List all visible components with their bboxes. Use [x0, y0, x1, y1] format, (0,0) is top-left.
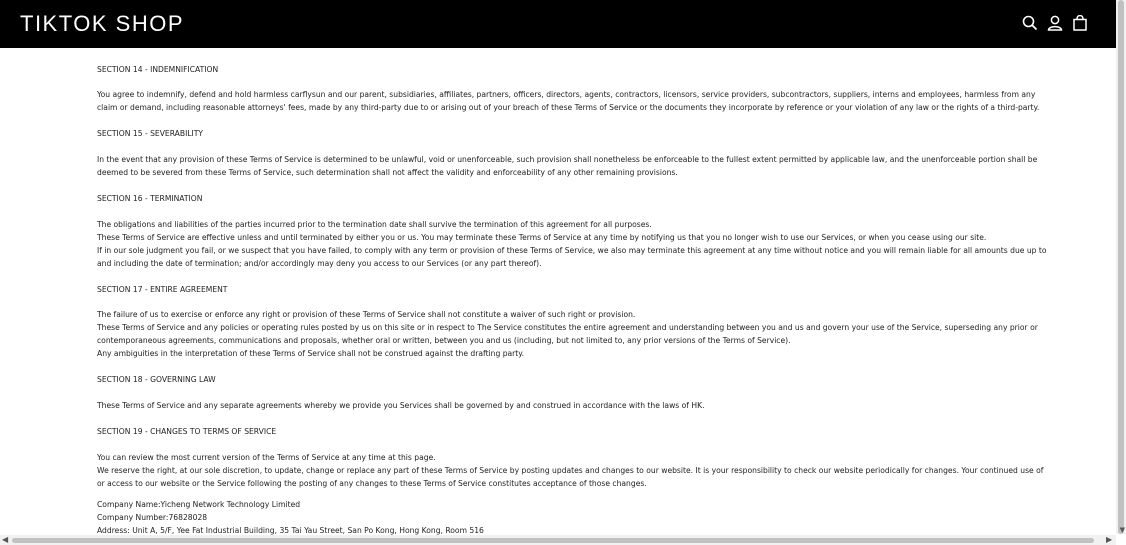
vertical-scrollbar[interactable]	[1116, 0, 1126, 534]
scroll-right-arrow-icon[interactable]: ▶	[1106, 535, 1113, 544]
section-heading: SECTION 17 - ENTIRE AGREEMENT	[97, 285, 228, 294]
paragraph-line: The obligations and liabilities of the parties incurred prior to the termination date shall survive the termination of this agreement for all purposes.	[97, 220, 652, 229]
paragraph-line: or access to our website or the Service following the posting of any changes to these Terms of Service constitutes acceptance of those changes.	[97, 479, 647, 488]
paragraph-line: You can review the most current version of the Terms of Service at any time at this page.	[97, 453, 436, 462]
paragraph-line: Address: Unit A, 5/F, Yee Fat Industrial Building, 35 Tai Yau Street, San Po Kong, Hong Kong, Room 516	[97, 526, 484, 535]
paragraph-line: These Terms of Service are effective unless and until terminated by either you or us. You may terminate these Terms of Service at any time by notifying us that you no longer wish to use our Services, or when you cease using our site.	[97, 233, 987, 242]
search-icon[interactable]	[1022, 15, 1038, 31]
paragraph-line: contemporaneous agreements, communications and proposals, whether oral or written, between you and us (including, but not limited to, any prior versions of the Terms of Service).	[97, 336, 791, 345]
paragraph-line: If in our sole judgment you fail, or we suspect that you have failed, to comply with any term or provision of these Terms of Service, we also may terminate this agreement at any time without notice and you will remain liable for all amounts due up to	[97, 246, 1047, 255]
site-header	[0, 0, 1116, 48]
user-icon[interactable]	[1047, 15, 1063, 31]
header-actions	[1022, 15, 1088, 31]
paragraph-line: and including the date of termination; and/or accordingly may deny you access to our Services (or any part thereof).	[97, 259, 542, 268]
section-heading: SECTION 19 - CHANGES TO TERMS OF SERVICE	[97, 427, 277, 436]
paragraph-line: In the event that any provision of these Terms of Service is determined to be unlawful, void or unenforceable, such provision shall nonetheless be enforceable to the fullest extent permitted by applicable law, and the unenforceable portion shall be	[97, 155, 1038, 164]
paragraph-line: claim or demand, including reasonable attorneys' fees, made by any third-party due to or arising out of your breach of these Terms of Service or the documents they incorporate by reference or your violation of any law or the rights of a third-party.	[97, 103, 1040, 112]
shopping-bag-icon[interactable]	[1072, 15, 1088, 31]
horizontal-scrollbar[interactable]	[0, 535, 1116, 545]
paragraph-line: deemed to be severed from these Terms of Service, such determination shall not affect the validity and enforceability of any other remaining provisions.	[97, 168, 678, 177]
scroll-down-arrow-icon[interactable]: ▼	[1119, 526, 1125, 534]
section-heading: SECTION 16 - TERMINATION	[97, 194, 203, 203]
paragraph-line: You agree to indemnify, defend and hold harmless carflysun and our parent, subsidiaries, affiliates, partners, officers, directors, agents, contractors, licensors, service providers, subcontractors, suppliers, interns and employees, harmless from any	[97, 90, 1036, 99]
horizontal-scroll-thumb[interactable]	[12, 538, 1094, 543]
paragraph-line: We reserve the right, at our sole discretion, to update, change or replace any part of these Terms of Service by posting updates and changes to our website. It is your responsibility to check our website periodically for changes. Your continued use of	[97, 466, 1044, 475]
section-heading: SECTION 15 - SEVERABILITY	[97, 129, 204, 138]
paragraph-line: Company Number:76828028	[97, 513, 208, 522]
paragraph-line: Any ambiguities in the interpretation of these Terms of Service shall not be construed against the drafting party.	[97, 349, 525, 358]
paragraph-line: These Terms of Service and any separate agreements whereby we provide you Services shall be governed by and construed in accordance with the laws of HK.	[97, 401, 705, 410]
site-logo[interactable]: TIKTOK SHOP	[20, 11, 185, 36]
paragraph-line: These Terms of Service and any policies or operating rules posted by us on this site or in respect to The Service constitutes the entire agreement and understanding between you and us and govern your use of the Service, superseding any prior or	[97, 323, 1038, 332]
paragraph-line: The failure of us to exercise or enforce any right or provision of these Terms of Service shall not constitute a waiver of such right or provision.	[97, 310, 636, 319]
vertical-scroll-thumb[interactable]	[1118, 0, 1124, 534]
paragraph-line: Company Name:Yicheng Network Technology Limited	[97, 500, 301, 509]
section-heading: SECTION 18 - GOVERNING LAW	[97, 375, 216, 384]
section-heading: SECTION 14 - INDEMNIFICATION	[97, 65, 219, 74]
scroll-left-arrow-icon[interactable]: ◀	[2, 535, 9, 544]
